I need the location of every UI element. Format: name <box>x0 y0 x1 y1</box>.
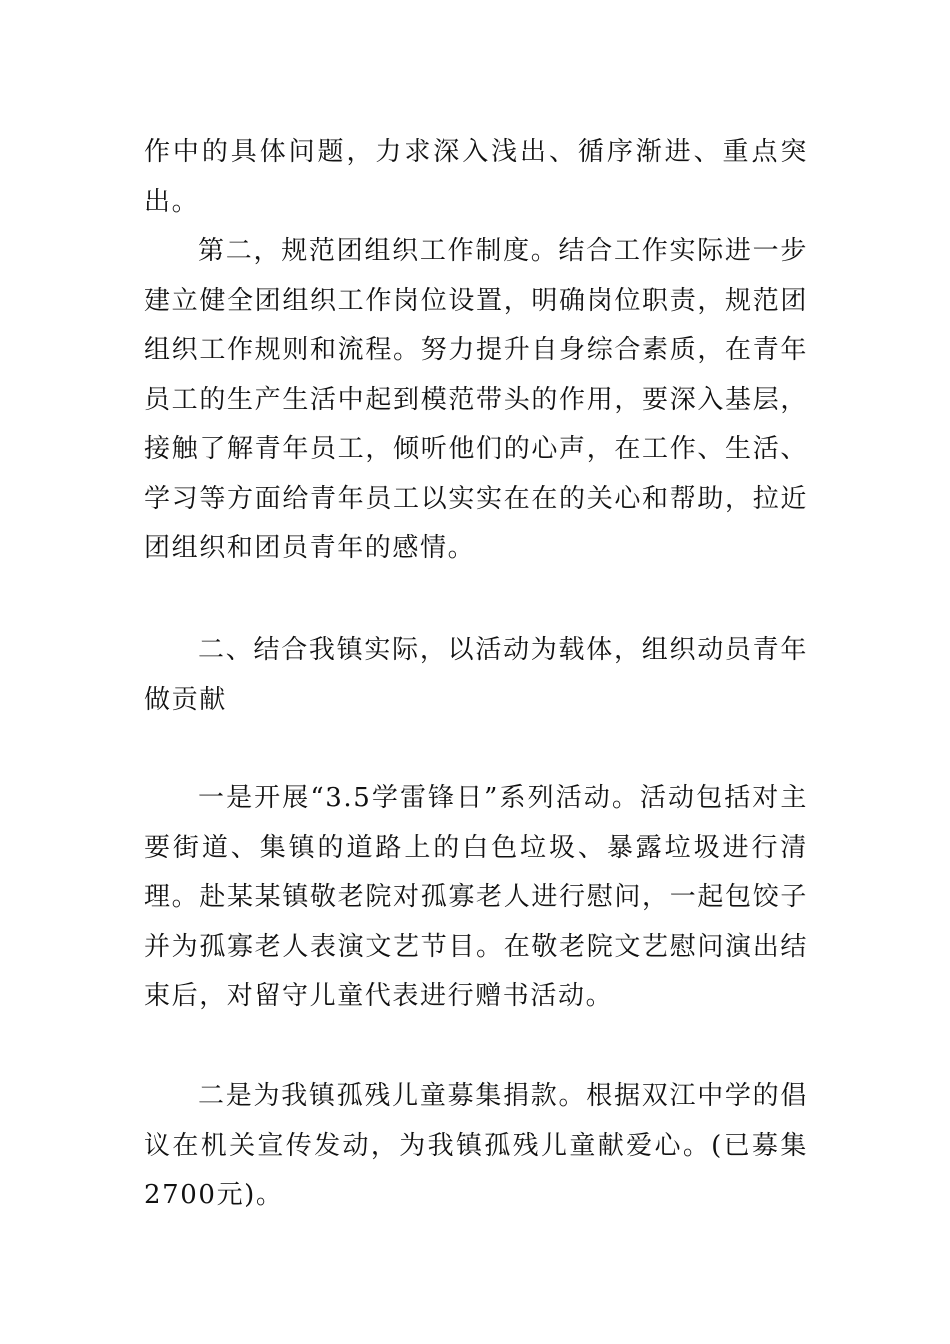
paragraph-donation: 二是为我镇孤残儿童募集捐款。根据双江中学的倡议在机关宣传发动，为我镇孤残儿童献爱心。(已募集2700元)。 <box>144 1081 808 1210</box>
paragraph-standardize-work-system: 第二，规范团组织工作制度。结合工作实际进一步建立健全团组织工作岗位设置，明确岗位职责，规范团组织工作规则和流程。努力提升自身综合素质，在青年员工的生产生活中起到模范带头的作用，要深入基层，接触了解青年员工，倾听他们的心声，在工作、生活、学习等方面给青年员工以实实在在的关心和帮助，拉近团组织和团员青年的感情。 <box>144 236 808 563</box>
paragraph-lei-feng-day: 一是开展“3.5学雷锋日”系列活动。活动包括对主要街道、集镇的道路上的白色垃圾、暴露垃圾进行清理。赴某某镇敬老院对孤寡老人进行慰问，一起包饺子并为孤寡老人表演文艺节目。在敬老院文艺慰问演出结束后，对留守儿童代表进行赠书活动。 <box>144 783 808 1011</box>
paragraph-continuation: 作中的具体问题，力求深入浅出、循序渐进、重点突出。 <box>144 137 808 217</box>
section-heading-activities: 二、结合我镇实际，以活动为载体，组织动员青年做贡献 <box>144 635 808 715</box>
